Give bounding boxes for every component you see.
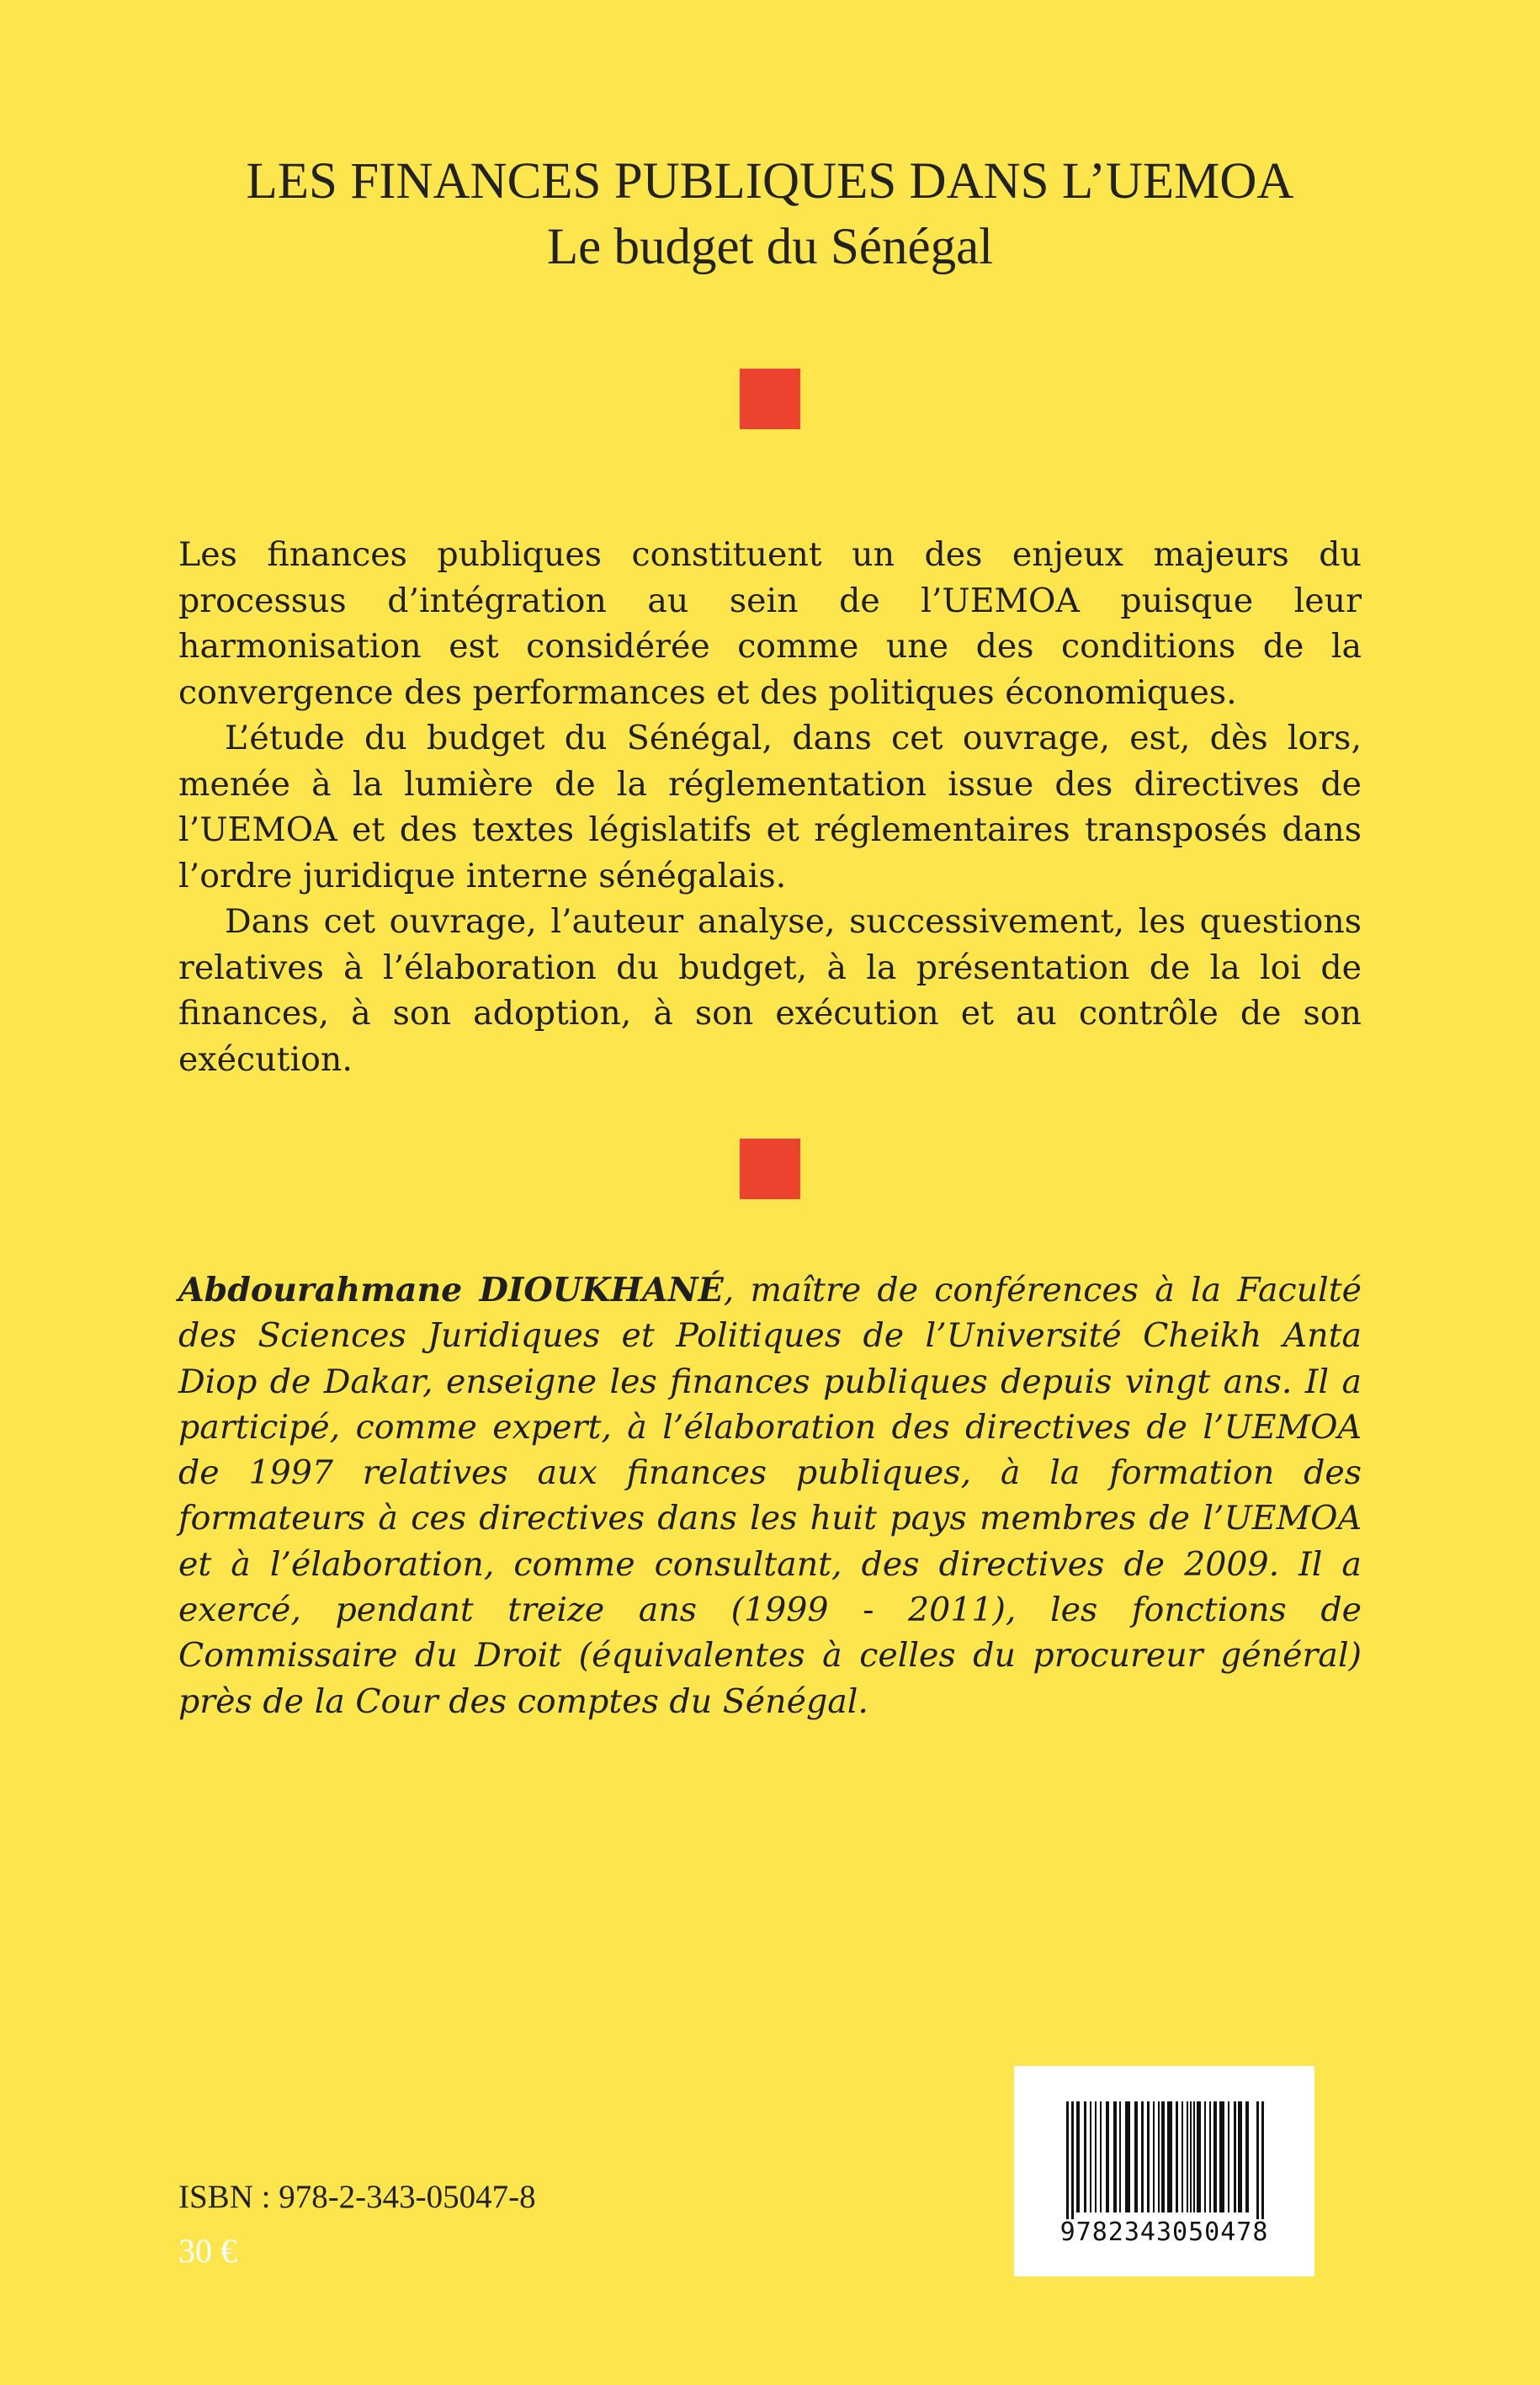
barcode-bar	[1076, 2101, 1080, 2212]
description-paragraph-1: Les finances publiques constituent un des enjeux majeurs du processus d’intégration au sein de l’UEMOA puisque leur harmonisation est considérée comme une des conditions de la convergence des performances et des politiques économiques.	[178, 535, 1362, 712]
barcode-bar	[1245, 2101, 1249, 2212]
book-description	[178, 532, 1362, 1082]
barcode-bar	[1141, 2101, 1144, 2212]
barcode-bar	[1113, 2101, 1117, 2212]
barcode-bar	[1119, 2101, 1121, 2212]
description-paragraph-3: Dans cet ouvrage, l’auteur analyse, successivement, les questions relatives à l’élaboration du budget, à la présentation de la loi de finances, à son adoption, à son exécution et au contrôle de son exécution.	[178, 902, 1362, 1079]
barcode-bar	[1176, 2101, 1178, 2212]
barcode-bar	[1106, 2101, 1109, 2212]
barcode-bar	[1084, 2101, 1086, 2212]
barcode-bar	[1193, 2101, 1195, 2212]
barcode-bar	[1256, 2101, 1259, 2219]
barcode-digits: 9782343050478	[1059, 2218, 1269, 2247]
barcode-bar	[1095, 2101, 1097, 2212]
barcode-bar	[1125, 2101, 1130, 2212]
book-subtitle: Le budget du Sénégal	[546, 219, 994, 275]
barcode-bar	[1187, 2101, 1188, 2212]
author-bio-text: , maître de conférences à la Faculté des Sciences Juridiques et Politiques de l’Université Cheikh Anta Diop de Dakar, enseigne les finances publiques depuis vingt ans. Il a participé, comme expert, à l’élaboration des directives de l’UEMOA de 1997 relatives aux finances publiques, à la formation des formateurs à ces directives dans les huit pays membres de l’UEMOA et à l’élaboration, comme consultant, des directives de 2009. Il a exercé, pendant treize ans (1999 - 2011), les fonctions de Commissaire du Droit (équivalentes à celles du procureur général) près de la Cour des comptes du Sénégal.	[178, 1271, 1362, 1721]
barcode-bars	[1065, 2101, 1264, 2219]
red-square-ornament-top	[740, 369, 800, 429]
barcode-bar	[1100, 2101, 1102, 2212]
barcode-bar	[1190, 2101, 1192, 2212]
red-square-ornament-bottom	[740, 1139, 800, 1199]
isbn-label: ISBN : 978-2-343-05047-8	[178, 2179, 536, 2215]
barcode-bar	[1134, 2101, 1138, 2212]
price-label: 30 €	[178, 2232, 237, 2270]
barcode-bar	[1204, 2101, 1206, 2212]
barcode-bar	[1197, 2101, 1201, 2212]
barcode-bar	[1228, 2101, 1229, 2212]
author-bio	[178, 1267, 1362, 1724]
barcode-bar	[1153, 2101, 1155, 2212]
book-title: LES FINANCES PUBLIQUES DANS L’UEMOA	[246, 153, 1294, 210]
barcode-bar	[1182, 2101, 1183, 2212]
barcode-bar	[1209, 2101, 1211, 2212]
barcode-bar	[1161, 2101, 1165, 2212]
barcode-bar	[1234, 2101, 1236, 2212]
author-name: Abdourahmane DIOUKHANÉ	[178, 1271, 724, 1309]
barcode-bar	[1090, 2101, 1091, 2212]
barcode-bar	[1158, 2101, 1160, 2212]
barcode-bar	[1238, 2101, 1242, 2212]
barcode-bar	[1147, 2101, 1150, 2212]
barcode-bar	[1219, 2101, 1224, 2212]
barcode-bar	[1066, 2101, 1069, 2219]
barcode-bar	[1071, 2101, 1074, 2219]
barcode	[1014, 2066, 1314, 2276]
barcode-bar	[1261, 2101, 1264, 2219]
barcode-bar	[1167, 2101, 1172, 2212]
barcode-bar	[1213, 2101, 1217, 2212]
description-paragraph-2: L’étude du budget du Sénégal, dans cet ouvrage, est, dès lors, menée à la lumière de la réglementation issue des directives de l’UEMOA et des textes législatifs et réglementaires transposés dans l’ordre juridique interne sénégalais.	[178, 719, 1362, 895]
